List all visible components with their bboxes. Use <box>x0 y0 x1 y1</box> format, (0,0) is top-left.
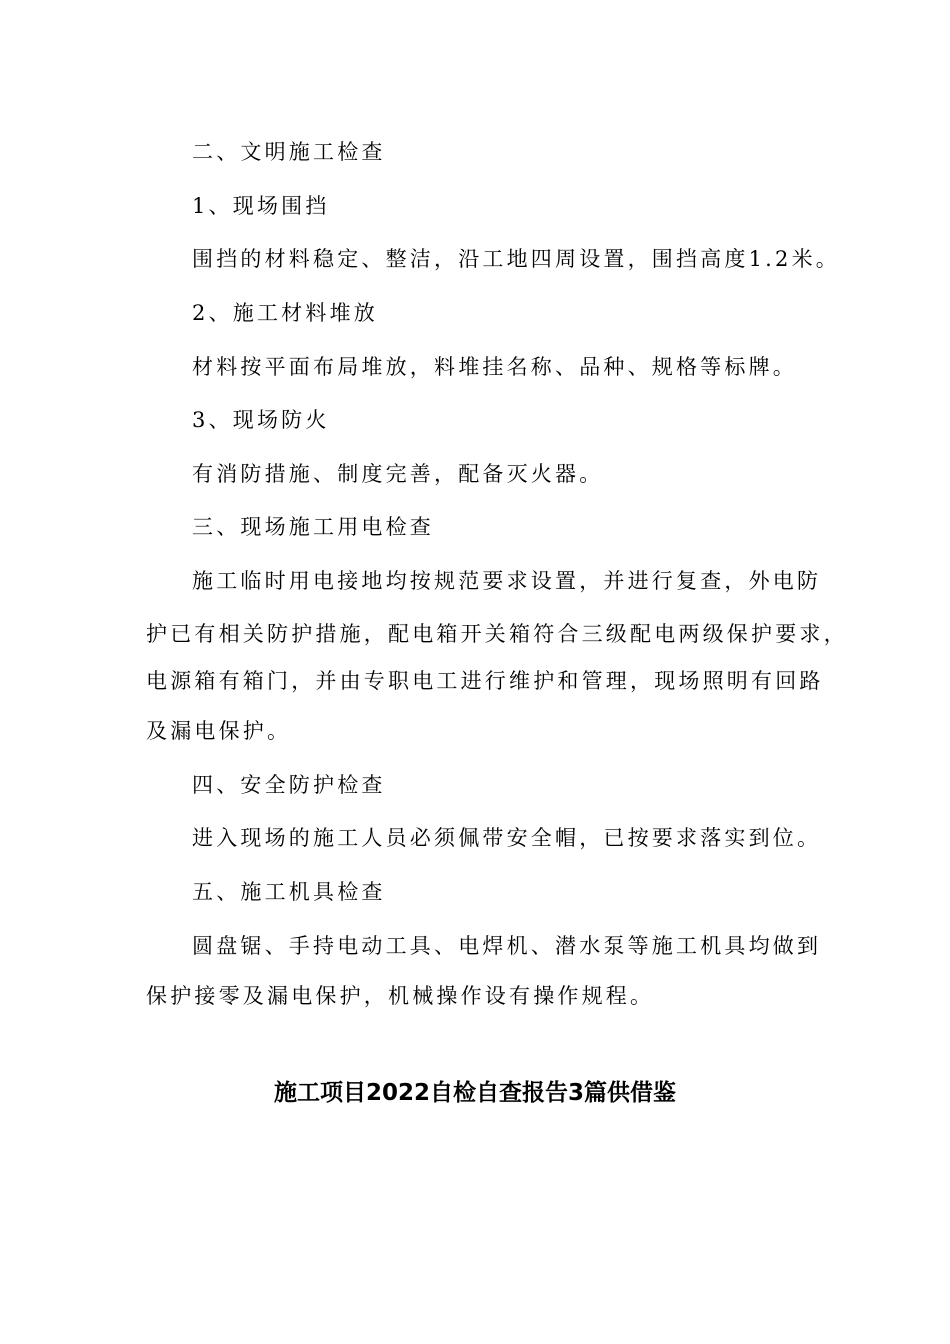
paragraph-safety-protection: 进入现场的施工人员必须佩带安全帽，已按要求落实到位。 <box>192 826 822 850</box>
paragraph-machinery-line-1: 圆盘锯、手持电动工具、电焊机、潜水泵等施工机具均做到 <box>192 934 822 958</box>
subheading-site-fencing: 1、现场围挡 <box>192 194 330 218</box>
section-heading-machinery: 五、施工机具检查 <box>192 880 386 904</box>
document-title: 施工项目2022自检自查报告3篇供借鉴 <box>273 1080 677 1106</box>
section-heading-safety-protection: 四、安全防护检查 <box>192 773 386 797</box>
subheading-material-stacking: 2、施工材料堆放 <box>192 301 378 325</box>
paragraph-machinery-line-2: 保护接零及漏电保护，机械操作设有操作规程。 <box>146 984 655 1008</box>
paragraph-fire-prevention: 有消防措施、制度完善，配备灭火器。 <box>192 462 604 486</box>
paragraph-electricity-line-1: 施工临时用电接地均按规范要求设置，并进行复查，外电防 <box>192 569 822 593</box>
section-heading-electricity: 三、现场施工用电检查 <box>192 515 434 539</box>
paragraph-electricity-line-3: 电源箱有箱门，并由专职电工进行维护和管理，现场照明有回路 <box>146 669 824 693</box>
section-heading-civilized-construction: 二、文明施工检查 <box>192 140 386 164</box>
subheading-fire-prevention: 3、现场防火 <box>192 408 330 432</box>
paragraph-material-stacking: 材料按平面布局堆放，料堆挂名称、品种、规格等标牌。 <box>192 355 797 379</box>
paragraph-fencing: 围挡的材料稳定、整洁，沿工地四周设置，围挡高度1.2米。 <box>192 247 840 271</box>
paragraph-electricity-line-4: 及漏电保护。 <box>146 719 292 743</box>
paragraph-electricity-line-2: 护已有相关防护措施，配电箱开关箱符合三级配电两级保护要求， <box>146 622 848 646</box>
